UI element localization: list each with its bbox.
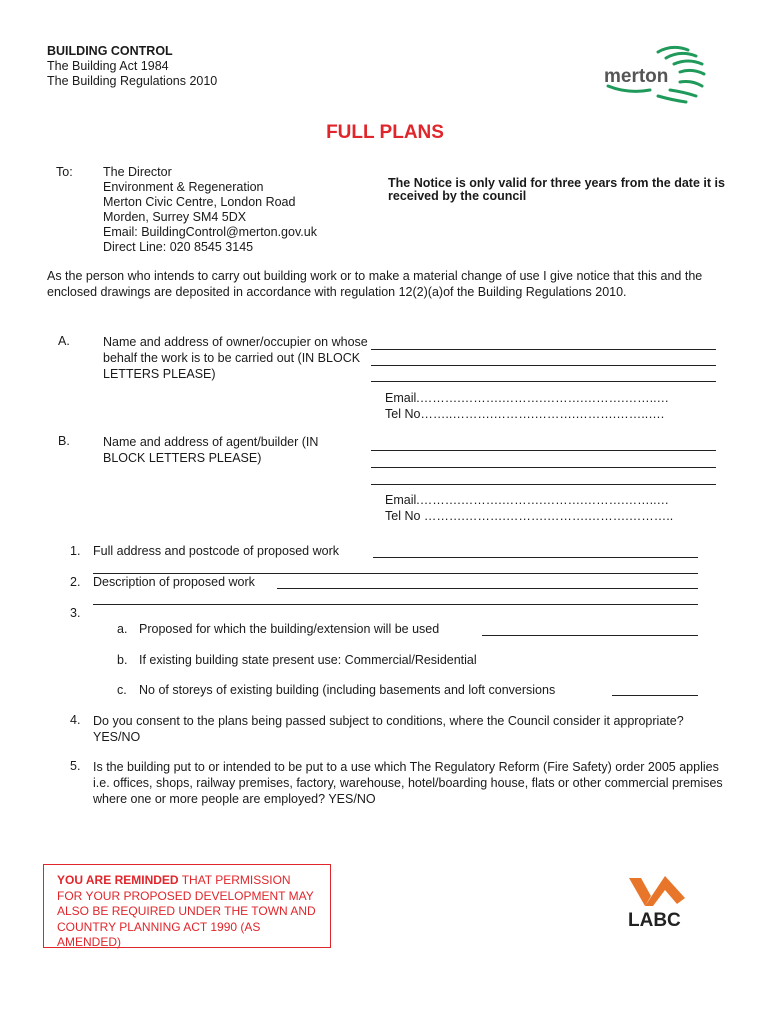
q3b-label: If existing building state present use: Commercial/Residential: [139, 653, 477, 667]
q3b-number: b.: [117, 653, 128, 667]
q3-number: 3.: [70, 606, 81, 620]
org-name: BUILDING CONTROL: [47, 44, 173, 58]
header-block: [47, 44, 217, 89]
labc-logo-text: LABC: [628, 910, 681, 930]
q2-number: 2.: [70, 575, 81, 589]
owner-contact: [385, 390, 669, 422]
q3a-label: Proposed for which the building/extension will be used: [139, 622, 440, 636]
q2-label: Description of proposed work: [93, 575, 255, 589]
address-line: Merton Civic Centre, London Road: [103, 195, 296, 209]
agent-contact: [385, 492, 673, 524]
reminder-text: THAT PERMISSION FOR YOUR PROPOSED DEVELOPMENT MAY ALSO BE REQUIRED UNDER THE TOWN AND COUNTRY PLANNING ACT 1990 (AS AMENDED): [57, 873, 316, 949]
agent-name-field[interactable]: [371, 450, 716, 451]
reminder-heading: YOU ARE REMINDED: [57, 873, 179, 887]
q1-number: 1.: [70, 544, 81, 558]
validity-notice: The Notice is only valid for three years from the date it is received by the council: [388, 176, 725, 203]
merton-logo-text: merton: [604, 66, 669, 87]
q3a-use-field[interactable]: [482, 635, 698, 636]
q4-consent-question[interactable]: Do you consent to the plans being passed subject to conditions, where the Council consider it appropriate? YES/NO: [93, 714, 684, 744]
q3a-number: a.: [117, 622, 128, 636]
owner-address-field[interactable]: [371, 381, 716, 382]
agent-address-field[interactable]: [371, 484, 716, 485]
q1-address-field[interactable]: [373, 557, 698, 558]
merton-logo: [600, 42, 710, 106]
address-line: The Director: [103, 165, 172, 179]
address-line: Email: BuildingControl@merton.gov.uk: [103, 225, 317, 239]
planning-reminder-box: [43, 864, 331, 948]
agent-address-field[interactable]: [371, 467, 716, 468]
owner-name-field[interactable]: [371, 349, 716, 350]
regs-line: The Building Regulations 2010: [47, 74, 218, 88]
address-line: Direct Line: 020 8545 3145: [103, 240, 254, 254]
address-line: Environment & Regeneration: [103, 180, 264, 194]
section-b-letter: B.: [58, 434, 70, 448]
agent-email-field[interactable]: Email.……….……….……….……….……….……..…: [385, 493, 670, 507]
q5-number: 5.: [70, 759, 81, 773]
act-line: The Building Act 1984: [47, 59, 169, 73]
section-a-label: Name and address of owner/occupier on whose behalf the work is to be carried out (IN BLOCK LETTERS PLEASE): [103, 335, 368, 381]
q3c-label: No of storeys of existing building (including basements and loft conversions: [139, 683, 556, 697]
owner-address-field[interactable]: [371, 365, 716, 366]
q3c-storeys-field[interactable]: [612, 695, 698, 696]
section-b-label: Name and address of agent/builder (IN BLOCK LETTERS PLEASE): [103, 435, 319, 465]
q3c-number: c.: [117, 683, 127, 697]
section-a-letter: A.: [58, 334, 70, 348]
owner-tel-field[interactable]: Tel No……..……….……….……….……….……..….: [385, 407, 665, 421]
owner-email-field[interactable]: Email.……….……….……….……….……….……..…: [385, 391, 670, 405]
q2-description-field[interactable]: [93, 604, 698, 605]
q4-number: 4.: [70, 713, 81, 727]
labc-logo: [627, 874, 705, 930]
q5-fire-safety-question[interactable]: Is the building put to or intended to be put to a use which The Regulatory Reform (Fire Safety) order 2005 applies i.e. offices, shops, railway premises, factory, warehouse, hotel/boarding house, flats or other commercial premises where one or more people are employed? YES/NO: [93, 760, 723, 806]
recipient-address: [103, 165, 317, 255]
to-label: To:: [56, 165, 73, 179]
page-title: FULL PLANS: [326, 122, 444, 143]
q1-address-field[interactable]: [93, 573, 698, 574]
agent-tel-field[interactable]: Tel No ……….……….……….……….……….………..: [385, 509, 674, 523]
q1-label: Full address and postcode of proposed work: [93, 544, 339, 558]
q2-description-field[interactable]: [277, 588, 698, 589]
intro-paragraph: As the person who intends to carry out building work or to make a material change of use I give notice that this and the enclosed drawings are deposited in accordance with regulation 12(2)(a)of the Building Regulations 2010.: [47, 269, 703, 299]
address-line: Morden, Surrey SM4 5DX: [103, 210, 247, 224]
